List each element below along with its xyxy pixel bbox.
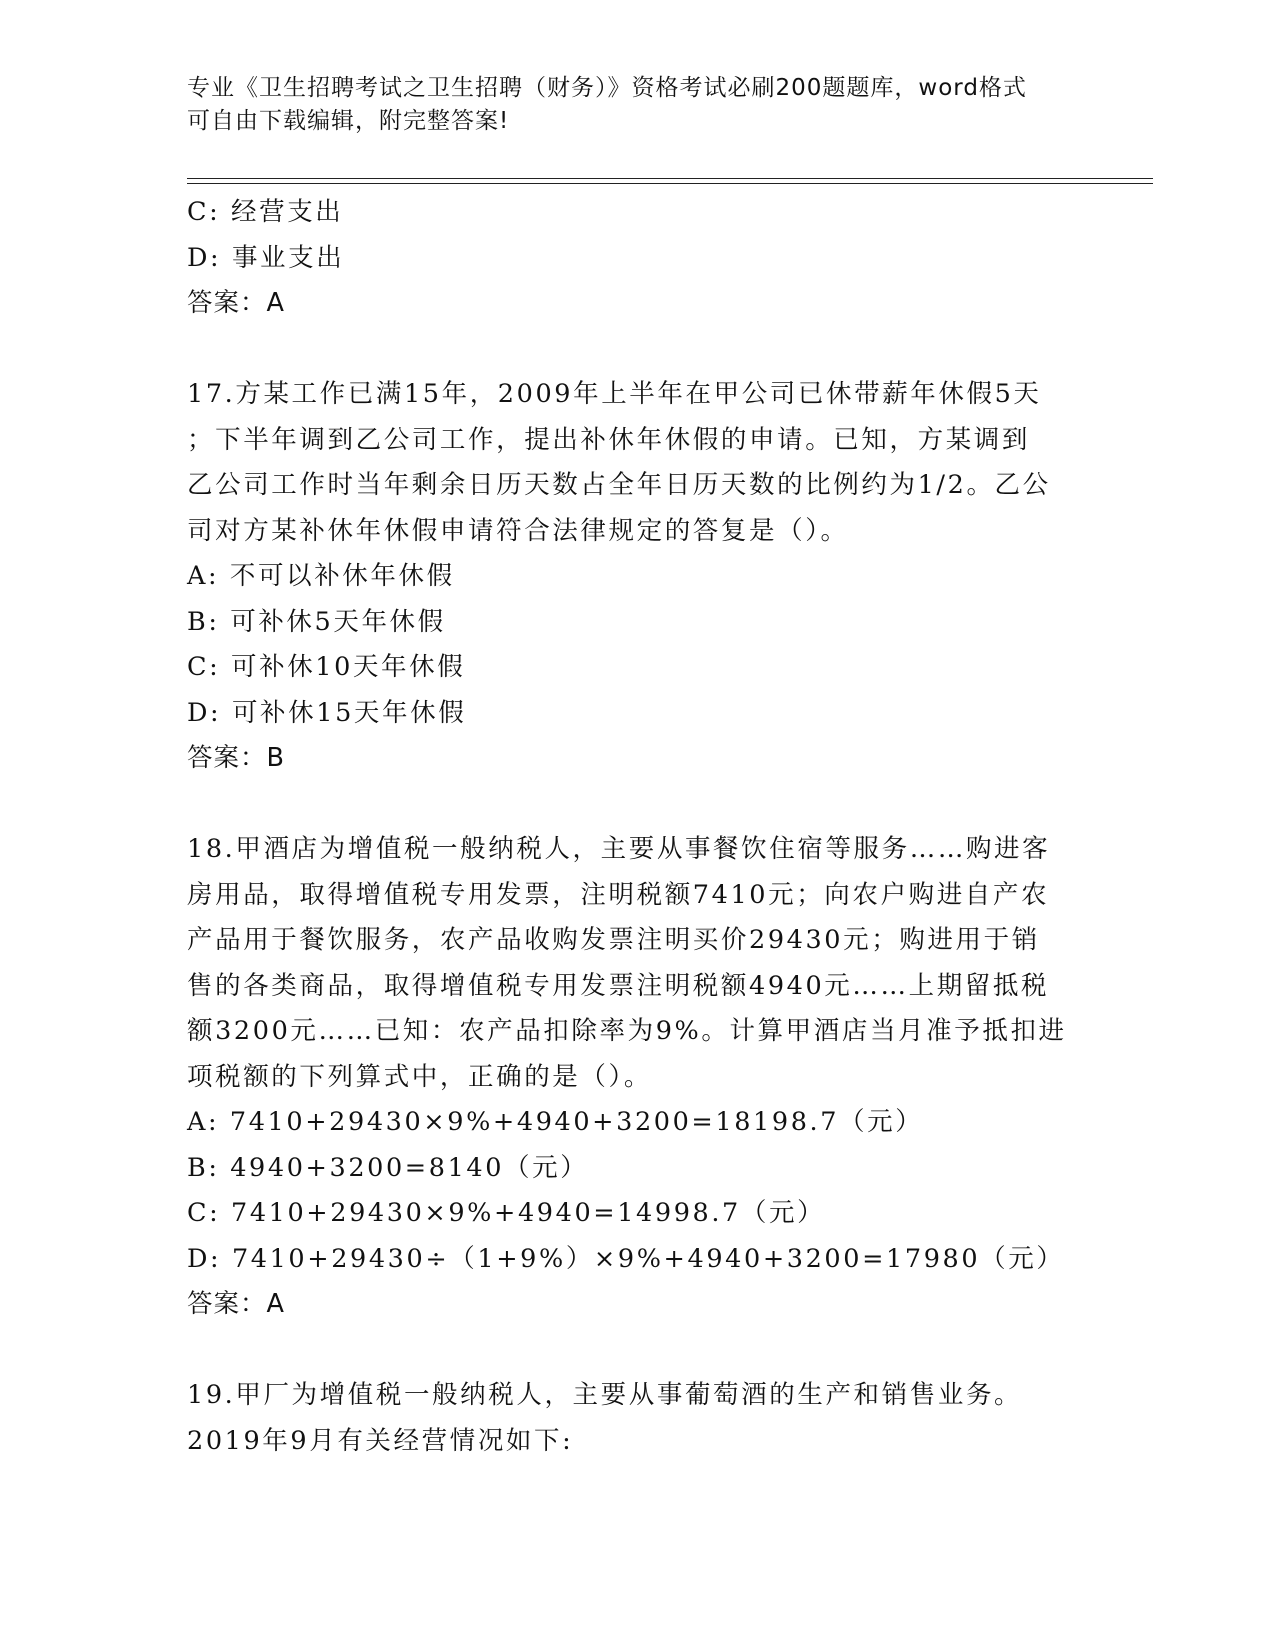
question-17 (187, 372, 1087, 782)
option-c: C: 7410+29430×9%+4940=14998.7（元） (187, 1198, 826, 1228)
question-stem-line: 房用品，取得增值税专用发票，注明税额7410元；向农户购进自产农 (187, 879, 1050, 910)
option-c: C: 可补休10天年休假 (187, 652, 466, 682)
header-rule-bottom (187, 183, 1153, 184)
header-line-1: 专业《卫生招聘考试之卫生招聘（财务）》资格考试必刷200题题库，word格式 (187, 75, 1027, 101)
question-stem-line: 售的各类商品，取得增值税专用发票注明税额4940元……上期留抵税 (187, 970, 1050, 1001)
question-19 (187, 1373, 1087, 1464)
answer: 答案：B (187, 743, 285, 773)
question-stem-line: 项税额的下列算式中，正确的是（）。 (187, 1061, 652, 1092)
answer: 答案：A (187, 1289, 285, 1319)
document-body (187, 190, 1087, 1464)
question-18 (187, 827, 1087, 1328)
option-d: D: 事业支出 (187, 242, 345, 273)
question-stem-line: 产品用于餐饮服务，农产品收购发票注明买价29430元；购进用于销 (187, 925, 1040, 955)
question-stem-line: ；下半年调到乙公司工作，提出补休年休假的申请。已知，方某调到 (187, 424, 1031, 455)
header-line-2: 可自由下载编辑，附完整答案! (187, 108, 510, 134)
question-stem-line: 额3200元……已知：农产品扣除率为9%。计算甲酒店当月准予抵扣进 (187, 1016, 1067, 1046)
question-stem-line: 司对方某补休年休假申请符合法律规定的答复是（）。 (187, 515, 849, 546)
option-a: A: 不可以补休年休假 (187, 561, 455, 591)
question-stem-line: 乙公司工作时当年剩余日历天数占全年日历天数的比例约为1/2。乙公 (187, 470, 1051, 500)
option-d: D: 7410+29430÷（1+9%）×9%+4940+3200=17980（元） (187, 1243, 1065, 1274)
question-stem-line: 17.方某工作已满15年，2009年上半年在甲公司已休带薪年休假5天 (187, 379, 1042, 409)
question-stem-line: 19.甲厂为增值税一般纳税人，主要从事葡萄酒的生产和销售业务。 (187, 1380, 1023, 1410)
option-b: B: 可补休5天年休假 (187, 606, 446, 637)
option-c: C: 经营支出 (187, 197, 344, 227)
question-stem-line: 18.甲酒店为增值税一般纳税人，主要从事餐饮住宿等服务……购进客 (187, 834, 1051, 864)
document-header (187, 72, 1087, 138)
previous-question (187, 190, 1087, 327)
option-a: A: 7410+29430×9%+4940+3200=18198.7（元） (187, 1107, 924, 1137)
header-rule-top (187, 178, 1153, 179)
option-b: B: 4940+3200=8140（元） (187, 1152, 589, 1183)
question-stem-line: 2019年9月有关经营情况如下: (187, 1425, 574, 1456)
option-d: D: 可补休15天年休假 (187, 697, 467, 728)
answer: 答案：A (187, 288, 285, 318)
